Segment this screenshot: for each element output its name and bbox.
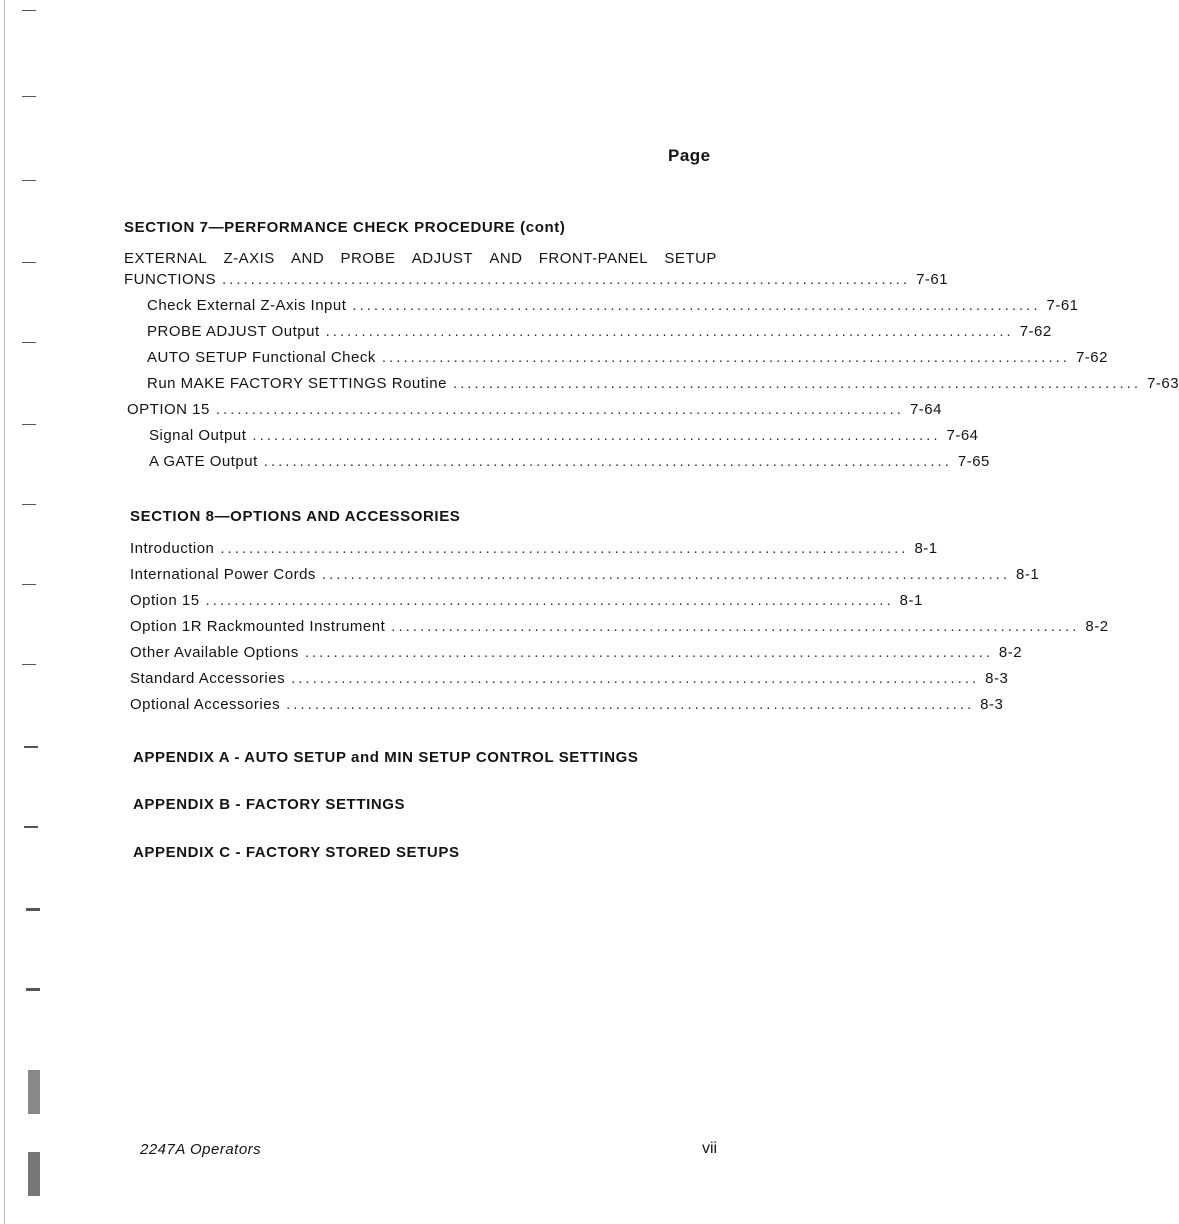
- binding-mark: [26, 908, 40, 911]
- leader-dots: ................................................................................................: [252, 427, 941, 444]
- toc-entry[interactable]: [130, 566, 1040, 586]
- toc-entry[interactable]: [147, 323, 1052, 343]
- binding-rule: [4, 0, 5, 1224]
- appendix-b-link[interactable]: APPENDIX B - FACTORY SETTINGS: [133, 796, 406, 813]
- toc-entry-page: 7-61: [916, 271, 949, 288]
- toc-entry-title: FUNCTIONS: [124, 271, 216, 288]
- binding-mark: [22, 664, 36, 665]
- leader-dots: ................................................................................................: [205, 592, 894, 609]
- toc-entry-title: Optional Accessories: [130, 696, 281, 713]
- leader-dots: ................................................................................................: [325, 323, 1014, 340]
- binding-mark: [22, 10, 36, 11]
- toc-entry-page: 8-1: [914, 540, 938, 557]
- binding-mark: [28, 1070, 40, 1114]
- leader-dots: ................................................................................................: [286, 696, 975, 713]
- footer-manual-title: 2247A Operators: [140, 1141, 262, 1158]
- toc-entry-page: 7-61: [1046, 297, 1079, 314]
- word: AND: [291, 250, 325, 267]
- word: Z-AXIS: [223, 250, 275, 267]
- toc-entry-title: OPTION 15: [127, 401, 210, 418]
- section-7-heading: SECTION 7—PERFORMANCE CHECK PROCEDURE (cont): [124, 219, 566, 236]
- toc-entry[interactable]: [147, 297, 1079, 317]
- binding-mark: [22, 584, 36, 585]
- toc-entry-title: AUTO SETUP Functional Check: [147, 349, 376, 366]
- toc-entry-page: 8-3: [980, 696, 1004, 713]
- binding-mark: [28, 1152, 40, 1196]
- page-column-label: Page: [668, 146, 711, 165]
- toc-entry-title: Standard Accessories: [130, 670, 286, 687]
- toc-entry-title: A GATE Output: [149, 453, 258, 470]
- toc-entry-page: 8-2: [1085, 618, 1109, 635]
- binding-edge-artifacts: [0, 0, 60, 1224]
- toc-entry[interactable]: [130, 644, 1023, 664]
- toc-entry-page: 8-1: [899, 592, 923, 609]
- toc-entry-page: 7-64: [946, 427, 979, 444]
- word: SETUP: [664, 250, 717, 267]
- toc-entry-title: Signal Output: [149, 427, 247, 444]
- leader-dots: ................................................................................................: [321, 566, 1011, 583]
- appendix-c-link[interactable]: APPENDIX C - FACTORY STORED SETUPS: [133, 844, 460, 861]
- toc-entry-title: Check External Z-Axis Input: [147, 297, 347, 314]
- toc-entry-external-line2[interactable]: [124, 271, 949, 291]
- toc-entry[interactable]: [130, 618, 1109, 638]
- toc-entry-title: Option 1R Rackmounted Instrument: [130, 618, 386, 635]
- toc-entry-page: 8-2: [998, 644, 1023, 661]
- leader-dots: ................................................................................................: [304, 644, 993, 661]
- toc-entry-title: Other Available Options: [130, 644, 299, 661]
- binding-mark: [24, 746, 38, 748]
- binding-mark: [22, 342, 36, 343]
- leader-dots: ................................................................................................: [263, 453, 952, 470]
- toc-entry[interactable]: [130, 696, 1004, 716]
- toc-entry-page: 7-63: [1147, 375, 1179, 392]
- word: ADJUST: [411, 250, 474, 267]
- footer-page-number: vii: [702, 1140, 718, 1157]
- toc-entry-page: 7-65: [957, 453, 990, 470]
- toc-entry-page: 7-62: [1075, 349, 1108, 366]
- toc-entry-page: 7-62: [1019, 323, 1052, 340]
- toc-entry[interactable]: [147, 349, 1108, 369]
- word: AND: [489, 250, 523, 267]
- leader-dots: ................................................................................................: [222, 271, 911, 288]
- appendix-a-link[interactable]: APPENDIX A - AUTO SETUP and MIN SETUP CONTROL SETTINGS: [133, 749, 639, 766]
- leader-dots: ................................................................................................: [391, 618, 1080, 635]
- leader-dots: ................................................................................................: [220, 540, 909, 557]
- leader-dots: ................................................................................................: [381, 349, 1070, 366]
- binding-mark: [22, 262, 36, 263]
- toc-entry-page: 7-64: [909, 401, 942, 418]
- leader-dots: ................................................................................................: [215, 401, 904, 418]
- binding-mark: [22, 96, 36, 97]
- toc-entry-title: International Power Cords: [130, 566, 316, 583]
- toc-entry-title: Run MAKE FACTORY SETTINGS Routine: [147, 375, 447, 392]
- word: PROBE: [340, 250, 396, 267]
- leader-dots: ................................................................................................: [452, 375, 1142, 392]
- toc-entry-title: Option 15: [130, 592, 200, 609]
- binding-mark: [22, 504, 36, 505]
- toc-entry[interactable]: [130, 540, 938, 560]
- toc-entry-page: 8-1: [1016, 566, 1040, 583]
- toc-entry[interactable]: [149, 427, 979, 447]
- leader-dots: ................................................................................................: [291, 670, 980, 687]
- toc-entry-page: 8-3: [985, 670, 1009, 687]
- binding-mark: [22, 424, 36, 425]
- binding-mark: [22, 180, 36, 181]
- toc-entry[interactable]: [130, 670, 1009, 690]
- word: EXTERNAL: [124, 250, 208, 267]
- binding-mark: [24, 826, 38, 828]
- leader-dots: ................................................................................................: [352, 297, 1041, 314]
- toc-entry-title: PROBE ADJUST Output: [147, 323, 320, 340]
- toc-entry-title: Introduction: [130, 540, 215, 557]
- toc-entry[interactable]: [130, 592, 923, 612]
- word: FRONT-PANEL: [538, 250, 649, 267]
- section-8-heading: SECTION 8—OPTIONS AND ACCESSORIES: [130, 508, 461, 525]
- toc-entry-external-line1: [124, 250, 717, 270]
- toc-entry-option-15[interactable]: [127, 401, 942, 421]
- toc-entry[interactable]: [147, 375, 1179, 395]
- binding-mark: [26, 988, 40, 991]
- toc-entry[interactable]: [149, 453, 990, 473]
